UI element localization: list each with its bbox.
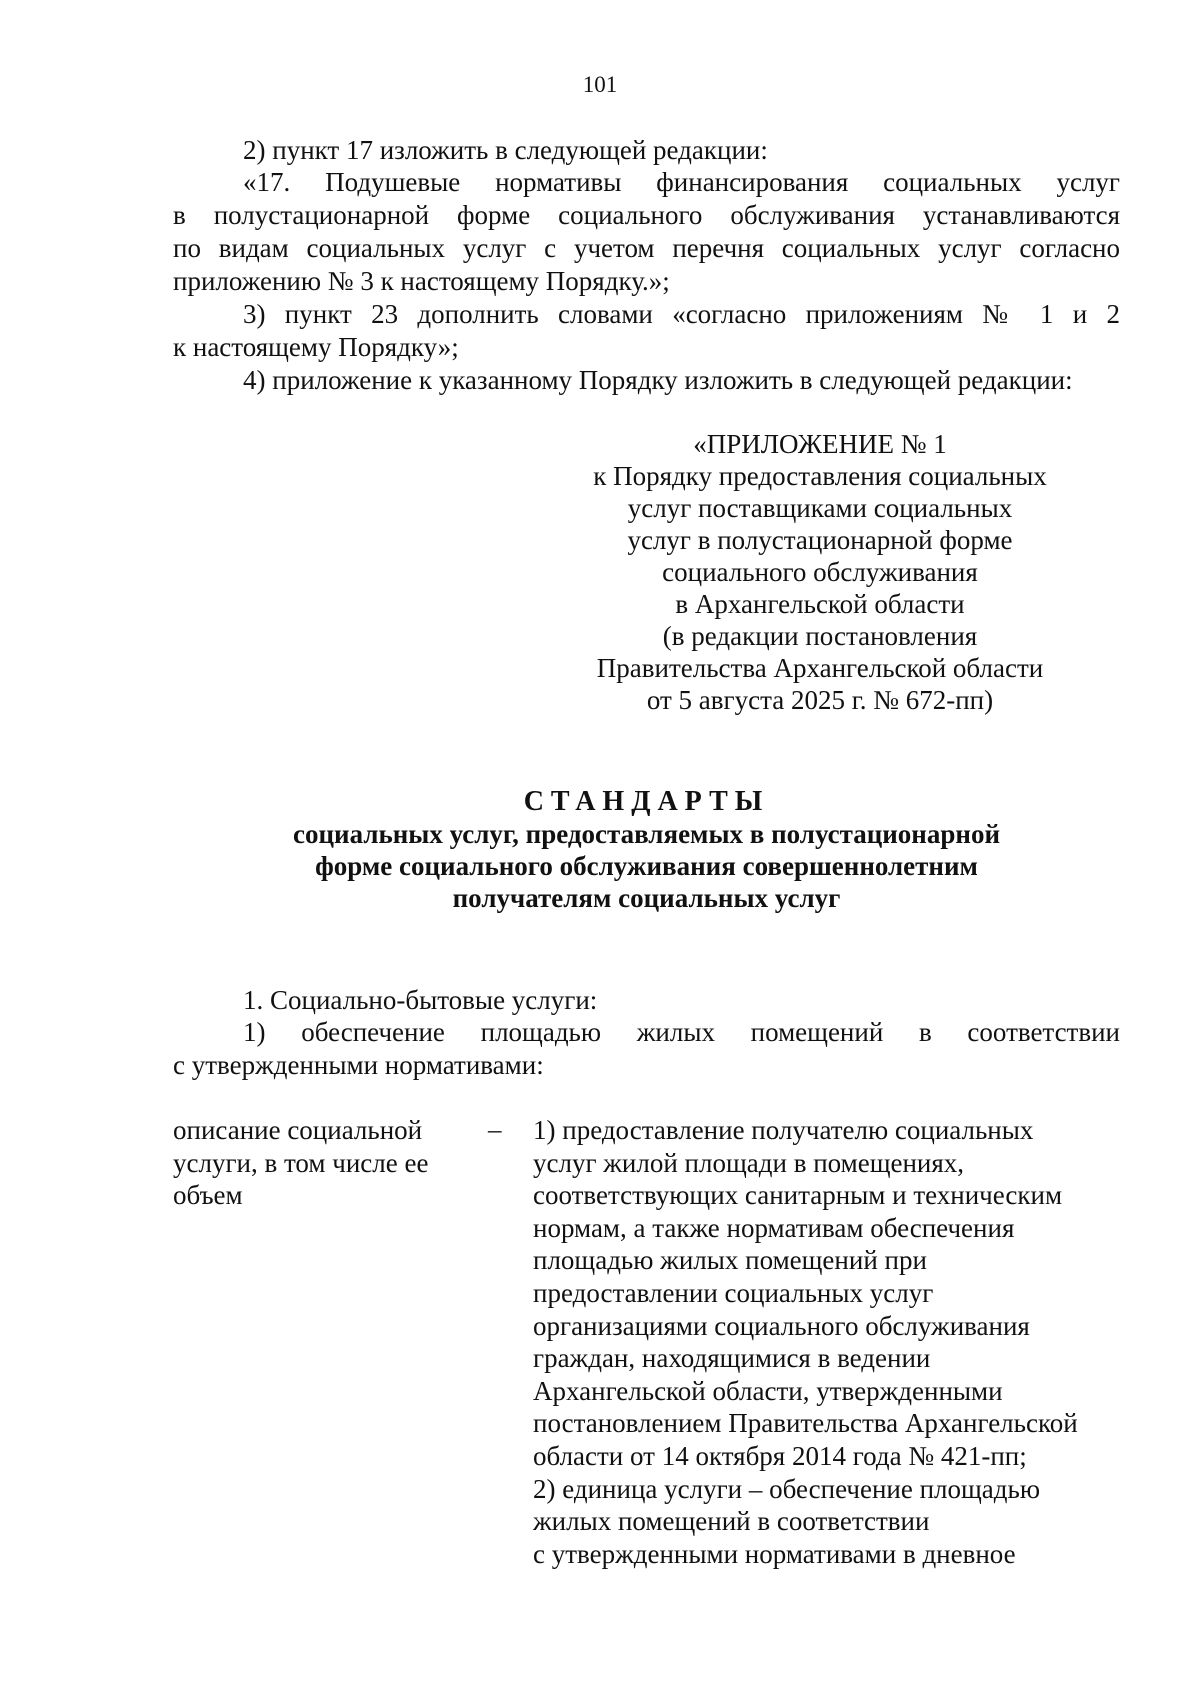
description-line: нормам, а также нормативам обеспечения: [533, 1212, 1015, 1243]
appendix-header-line: услуг поставщиками социальных: [627, 493, 1013, 523]
definition-label-line: описание социальной: [173, 1115, 423, 1145]
description-line: Архангельской области, утвержденными: [533, 1375, 1003, 1406]
title-subtitle-line: социальных услуг, предоставляемых в полустационарной: [292, 819, 1000, 849]
title-subtitle-line: форме социального обслуживания совершеннолетним: [315, 851, 978, 881]
standards-title: [173, 786, 1120, 914]
definition-label: [173, 1114, 473, 1212]
appendix-header-line: от 5 августа 2025 г. № 672-пп): [646, 685, 994, 715]
description-line: площадью жилых помещений при: [533, 1245, 927, 1276]
appendix-header-line: (в редакции постановления: [662, 621, 978, 651]
appendix-header-line: «ПРИЛОЖЕНИЕ № 1: [693, 429, 947, 459]
paragraph-item-3-line-1: 3) пункт 23 дополнить словами «согласно приложениям № 1 и 2: [243, 299, 1120, 329]
description-line: соответствующих санитарным и техническим: [533, 1180, 1063, 1211]
paragraph-item-4: 4) приложение к указанному Порядку изложить в следующей редакции:: [243, 365, 1073, 395]
definition-dash: –: [488, 1114, 502, 1144]
section-item-line-2: с утвержденными нормативами:: [173, 1050, 544, 1080]
page-number: 101: [582, 72, 618, 97]
paragraph-17-line-2: в полустационарной форме социального обслуживания устанавливаются: [173, 200, 1120, 230]
section-item-line-1: 1) обеспечение площадью жилых помещений в соответствии: [243, 1017, 1120, 1047]
appendix-header-line: социального обслуживания: [662, 557, 978, 587]
appendix-header-line: к Порядку предоставления социальных: [593, 461, 1047, 491]
description-line: предоставлении социальных услуг: [533, 1277, 934, 1308]
appendix-header-line: услуг в полустационарной форме: [627, 525, 1013, 555]
description-line: постановлением Правительства Архангельской: [533, 1408, 1078, 1439]
appendix-header-line: Правительства Архангельской области: [596, 653, 1044, 683]
section-heading: 1. Социально-бытовые услуги:: [243, 985, 598, 1015]
description-line: организациями социального обслуживания: [533, 1310, 1030, 1341]
paragraph-item-2: 2) пункт 17 изложить в следующей редакции:: [243, 135, 768, 165]
definition-label-line: объем: [173, 1180, 243, 1211]
paragraph-17-line-3: по видам социальных услуг с учетом перечня социальных услуг согласно: [173, 233, 1120, 263]
description-line: 2) единица услуги – обеспечение площадью: [533, 1473, 1041, 1504]
description-line: граждан, находящимися в ведении: [533, 1343, 931, 1374]
description-line: 1) предоставление получателю социальных: [533, 1115, 1034, 1145]
definition-label-line: услуги, в том числе ее: [173, 1147, 429, 1178]
title-main: СТАНДАРТЫ: [523, 786, 770, 817]
description-line: жилых помещений в соответствии: [533, 1506, 930, 1537]
definition-description: [533, 1114, 1133, 1570]
title-subtitle-line: получателям социальных услуг: [452, 883, 841, 913]
paragraph-17-line-1: «17. Подушевые нормативы финансирования социальных услуг: [243, 167, 1120, 197]
description-line: области от 14 октября 2014 года № 421-пп;: [533, 1440, 1027, 1471]
description-line: услуг жилой площади в помещениях,: [533, 1147, 965, 1178]
paragraph-item-3-line-2: к настоящему Порядку»;: [173, 332, 459, 362]
appendix-header: [520, 428, 1120, 716]
description-line: с утвержденными нормативами в дневное: [533, 1538, 1016, 1569]
paragraph-17-line-4: приложению № 3 к настоящему Порядку.»;: [173, 266, 670, 296]
appendix-header-line: в Архангельской области: [675, 589, 965, 619]
